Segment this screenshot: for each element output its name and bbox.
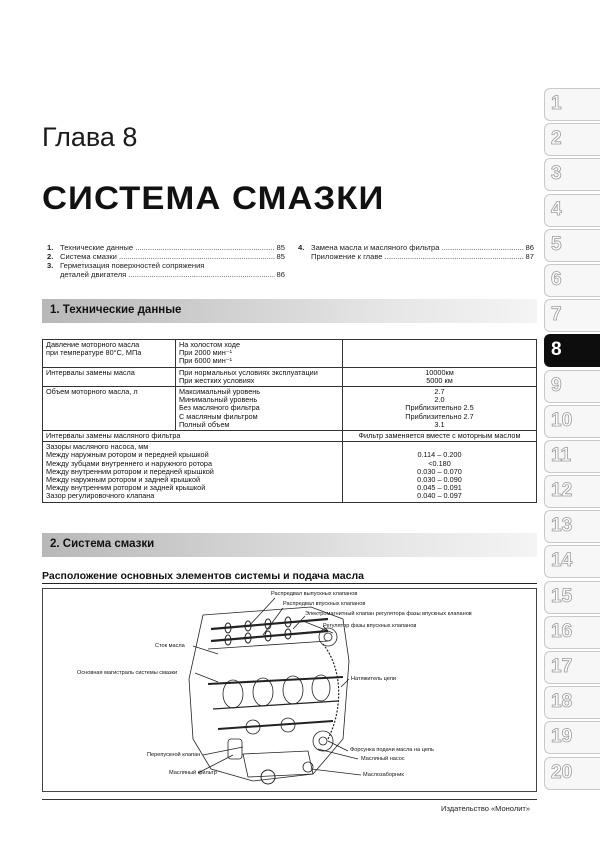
cell-line: Между зубцами внутреннего и наружного ротора	[46, 458, 213, 468]
toc-num: 1.	[47, 243, 54, 252]
cell-line: Давление моторного масла	[46, 340, 140, 349]
chapter-tab-17[interactable]	[544, 651, 600, 684]
cell-line: Между внутренним ротором и задней крышкой	[46, 483, 206, 493]
chapter-tab-label: 18	[551, 691, 573, 713]
chapter-tab-label: 12	[551, 480, 573, 502]
label-chain-tensioner: Натяжитель цепи	[351, 676, 397, 682]
chapter-tab-7[interactable]	[544, 299, 600, 332]
chapter-tab-label: 10	[551, 409, 573, 431]
label-main-gallery: Основная магистраль системы смазки	[77, 670, 178, 676]
cell-line: Приблизительно 2.5	[405, 403, 474, 413]
chapter-tab-4[interactable]	[544, 194, 600, 227]
toc-right	[298, 243, 534, 261]
chapter-tab-label: 7	[551, 304, 562, 326]
cell-line: Между наружным ротором и передней крышкой	[46, 450, 209, 460]
chapter-tab-9[interactable]	[544, 370, 600, 403]
chapter-tab-label: 5	[551, 233, 562, 255]
chapter-tab-15[interactable]	[544, 581, 600, 614]
toc-text: Система смазки .....	[60, 252, 275, 261]
cell-line: Объем моторного масла, л	[46, 387, 138, 397]
section-header-specs	[42, 299, 537, 323]
table-cell	[343, 367, 537, 386]
chapter-tab-label: 20	[551, 761, 573, 783]
table-cell	[43, 442, 343, 502]
toc-num: 2.	[47, 252, 54, 261]
chapter-tab-label: 3	[551, 163, 562, 185]
chapter-tab-label: 11	[551, 444, 572, 466]
chapter-tab-label: 16	[551, 620, 573, 642]
label-oil-pickup: Маслозаборник	[363, 772, 404, 778]
cell-line: 0.030 – 0.070	[417, 466, 462, 476]
chapter-tab-12[interactable]	[544, 475, 600, 508]
cell-line: 2.0	[434, 395, 445, 405]
table-cell: Фильтр заменяется вместе с моторным маслом	[343, 431, 537, 442]
engine-lubrication-diagram	[42, 588, 537, 792]
chapter-tab-2[interactable]	[544, 123, 600, 156]
cell-line: при температуре 80°C, МПа	[46, 348, 142, 358]
cell-line: 0.040 – 0.097	[417, 491, 462, 501]
cell-line: Максимальный уровень	[179, 387, 261, 397]
table-cell: Интервалы замены масляного фильтра	[43, 431, 343, 442]
chapter-tab-14[interactable]	[544, 545, 600, 578]
chapter-tab-label: 6	[551, 268, 562, 290]
subsection-divider	[42, 583, 537, 584]
toc-text-cont: деталей двигателя .....	[60, 270, 275, 279]
chapter-tab-10[interactable]	[544, 405, 600, 438]
chapter-tab-label: 14	[551, 550, 573, 572]
cell-line: При жестких условиях	[179, 375, 255, 385]
chapter-tab-label: 2	[551, 128, 562, 150]
toc-item[interactable]	[298, 252, 534, 261]
toc-page: 87	[525, 252, 534, 261]
table-cell	[43, 387, 176, 431]
cell-line: 5000 км	[426, 375, 453, 385]
chapter-title: СИСТЕМА СМАЗКИ	[42, 180, 385, 216]
label-oil-pump: Масляный насос	[361, 756, 405, 762]
cell-line: Приблизительно 2.7	[405, 411, 474, 421]
chapter-tab-label: 17	[551, 656, 573, 677]
table-cell	[176, 340, 343, 368]
table-row	[43, 387, 537, 431]
toc-num: 4.	[298, 243, 305, 252]
chapter-tab-5[interactable]	[544, 229, 600, 262]
toc-item[interactable]	[47, 252, 285, 261]
table-cell	[343, 442, 537, 502]
section-title: 1. Технические данные	[50, 304, 182, 316]
cell-line: Без масляного фильтра	[179, 403, 260, 413]
cell-line: Интервалы замены масла	[46, 367, 135, 377]
publisher-footer: Издательство «Монолит»	[441, 804, 530, 813]
toc-item[interactable]	[298, 243, 534, 252]
cell-line: 0.045 – 0.091	[417, 483, 462, 493]
toc-item[interactable]	[47, 243, 285, 252]
chapter-tab-19[interactable]	[544, 721, 600, 754]
cell-line: 0.030 – 0.090	[417, 475, 462, 485]
cell-line: 10000км	[425, 367, 454, 377]
chapter-tab-18[interactable]	[544, 686, 600, 719]
chapter-tab-16[interactable]	[544, 616, 600, 649]
cell-line: С масляным фильтром	[179, 411, 258, 421]
chapter-tab-11[interactable]	[544, 440, 600, 473]
chapter-tab-label: 8	[551, 339, 562, 361]
toc-page: 86	[276, 270, 285, 279]
cell-line: При 2000 мин⁻¹	[179, 348, 233, 358]
toc-text: Герметизация поверхностей сопряжения	[60, 261, 205, 270]
cell-line: Зазоры масляного насоса, мм	[46, 442, 149, 452]
toc-num: 3.	[47, 261, 54, 270]
specs-table	[42, 339, 537, 503]
cell-line: При 6000 мин⁻¹	[179, 356, 233, 366]
chapter-tabs	[544, 88, 600, 792]
cell-line: <0.180	[428, 458, 451, 468]
toc-text: Приложение к главе .....	[311, 252, 524, 261]
section-header-lubrication	[42, 533, 537, 557]
chapter-tab-6[interactable]	[544, 264, 600, 297]
table-cell	[43, 367, 176, 386]
table-cell	[176, 387, 343, 431]
label-exhaust-cam: Распредвал выпускных клапанов	[271, 591, 358, 597]
toc-page: 85	[276, 243, 285, 252]
label-solenoid: Электромагнитный клапан регулятора фазы впускных клапанов	[305, 611, 472, 617]
section-title: 2. Система смазки	[50, 538, 155, 550]
table-cell	[343, 340, 537, 368]
chapter-tab-label: 9	[551, 374, 562, 396]
table-cell	[43, 340, 176, 368]
chapter-tab-3[interactable]	[544, 158, 600, 191]
label-oil-drain: Сток масла	[155, 643, 185, 649]
label-chain-oil-nozzle: Форсунка подачи масла на цепь	[350, 747, 434, 753]
chapter-tab-label: 4	[551, 198, 562, 220]
table-cell	[343, 387, 537, 431]
label-intake-cam: Распредвал впускных клапанов	[283, 601, 366, 607]
toc-text: Замена масла и масляного фильтра .....	[311, 243, 524, 252]
subsection-title: Расположение основных элементов системы и подача масла	[42, 570, 364, 582]
chapter-tab-label: 15	[551, 585, 573, 607]
cell-line: На холостом ходе	[179, 340, 241, 349]
cell-line: Минимальный уровень	[179, 395, 258, 405]
table-row	[43, 442, 537, 502]
label-oil-filter: Масляный фильтр	[169, 770, 217, 776]
chapter-tab-20[interactable]	[544, 757, 600, 790]
cell-line: 3.1	[434, 419, 445, 429]
label-bypass-valve: Перепускной клапан	[147, 752, 201, 758]
toc-left	[47, 243, 285, 279]
chapter-label: Глава 8	[42, 122, 138, 152]
chapter-tab-label: 19	[551, 726, 573, 748]
toc-page: 85	[276, 252, 285, 261]
toc-page: 86	[525, 243, 534, 252]
cell-line: Между наружным ротором и задней крышкой	[46, 475, 201, 485]
toc-item[interactable]	[47, 261, 285, 279]
cell-line: 0.114 – 0.200	[417, 450, 462, 460]
cell-line: Между внутренним ротором и передней крышкой	[46, 466, 214, 476]
cell-line: Полный объем	[179, 419, 230, 429]
table-row	[43, 431, 537, 442]
cell-line: 2.7	[434, 387, 445, 397]
chapter-tab-1[interactable]	[544, 88, 600, 121]
table-row	[43, 340, 537, 368]
chapter-tab-label: 13	[551, 515, 573, 537]
engine-drawing	[43, 589, 537, 792]
toc-text: Технические данные .....	[60, 243, 275, 252]
cell-line: При нормальных условиях эксплуатации	[179, 367, 318, 377]
table-cell	[176, 367, 343, 386]
cell-line: Зазор регулировочного клапана	[46, 491, 155, 501]
chapter-tab-8[interactable]	[544, 334, 600, 367]
table-row	[43, 367, 537, 386]
chapter-tab-13[interactable]	[544, 510, 600, 543]
chapter-tab-label: 1	[551, 93, 562, 114]
label-phase-regulator: Регулятор фазы впускных клапанов	[323, 623, 417, 629]
footer-divider	[42, 799, 537, 800]
